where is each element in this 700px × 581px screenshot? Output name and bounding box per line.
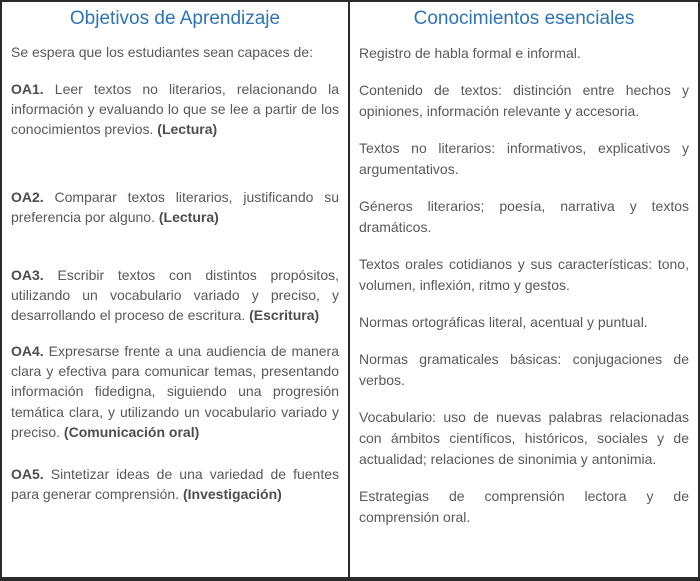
oa2-code: OA2.	[11, 189, 44, 206]
oa3-axis-tag: (Escritura)	[249, 306, 320, 323]
objective-oa5	[11, 464, 339, 504]
objectives-intro: Se espera que los estudiantes sean capaces de:	[11, 43, 313, 60]
knowledge-item-vocabulario: Vocabulario: uso de nuevas palabras relacionadas con ámbitos científicos, históricos, sociales y de actualidad; relaciones de sinonimia y antonimia.	[359, 408, 689, 467]
knowledge-item-registro: Registro de habla formal e informal.	[359, 44, 581, 61]
oa3-code: OA3.	[11, 266, 44, 283]
objective-oa4	[11, 341, 339, 442]
oa5-text: Sintetizar ideas de una variedad de fuentes para generar comprensión.	[11, 465, 340, 502]
knowledge-item-textos-orales: Textos orales cotidianos y sus características: tono, volumen, inflexión, ritmo y gestos.	[359, 255, 689, 293]
right-column-header: Conocimientos esenciales	[413, 8, 635, 29]
oa4-code: OA4.	[11, 343, 44, 360]
objective-oa1	[11, 79, 339, 139]
oa2-axis-tag: (Lectura)	[158, 209, 219, 226]
oa4-axis-tag: (Comunicación oral)	[63, 423, 200, 440]
knowledge-item-normas-gramaticales: Normas gramaticales básicas: conjugaciones de verbos.	[359, 350, 689, 388]
oa5-axis-tag: (Investigación)	[183, 485, 282, 502]
column-learning-objectives	[2, 2, 350, 577]
knowledge-item-contenido: Contenido de textos: distinción entre hechos y opiniones, información relevante y accesoria.	[359, 81, 689, 119]
left-column-header: Objetivos de Aprendizaje	[69, 8, 281, 29]
knowledge-item-normas-ortograficas: Normas ortográficas literal, acentual y puntual.	[359, 313, 648, 330]
column-essential-knowledge	[350, 2, 698, 577]
knowledge-item-generos-literarios: Géneros literarios; poesía, narrativa y textos dramáticos.	[359, 197, 689, 235]
oa1-text: Leer textos no literarios, relacionando la información y evaluando lo que se lee a partir de los conocimientos previos.	[11, 80, 339, 138]
knowledge-item-estrategias: Estrategias de comprensión lectora y de comprensión oral.	[359, 487, 689, 525]
oa2-text: Comparar textos literarios, justificando su preferencia por alguno.	[11, 189, 339, 226]
knowledge-item-textos-no-literarios: Textos no literarios: informativos, explicativos y argumentativos.	[359, 139, 689, 177]
oa4-text: Expresarse frente a una audiencia de manera clara y efectiva para comunicar temas, presentando información fidedigna, siguiendo una progresión temática clara, y utilizando un vocabulario variado y preciso.	[11, 343, 340, 440]
objective-oa2	[11, 187, 339, 227]
objective-oa3	[11, 265, 339, 325]
oa3-text: Escribir textos con distintos propósitos, utilizando un vocabulario variado y preciso, y desarrollando el proceso de escritura.	[11, 266, 339, 323]
oa1-code: OA1.	[11, 80, 44, 97]
oa1-axis-tag: (Lectura)	[157, 121, 218, 138]
oa5-code: OA5.	[11, 465, 44, 482]
